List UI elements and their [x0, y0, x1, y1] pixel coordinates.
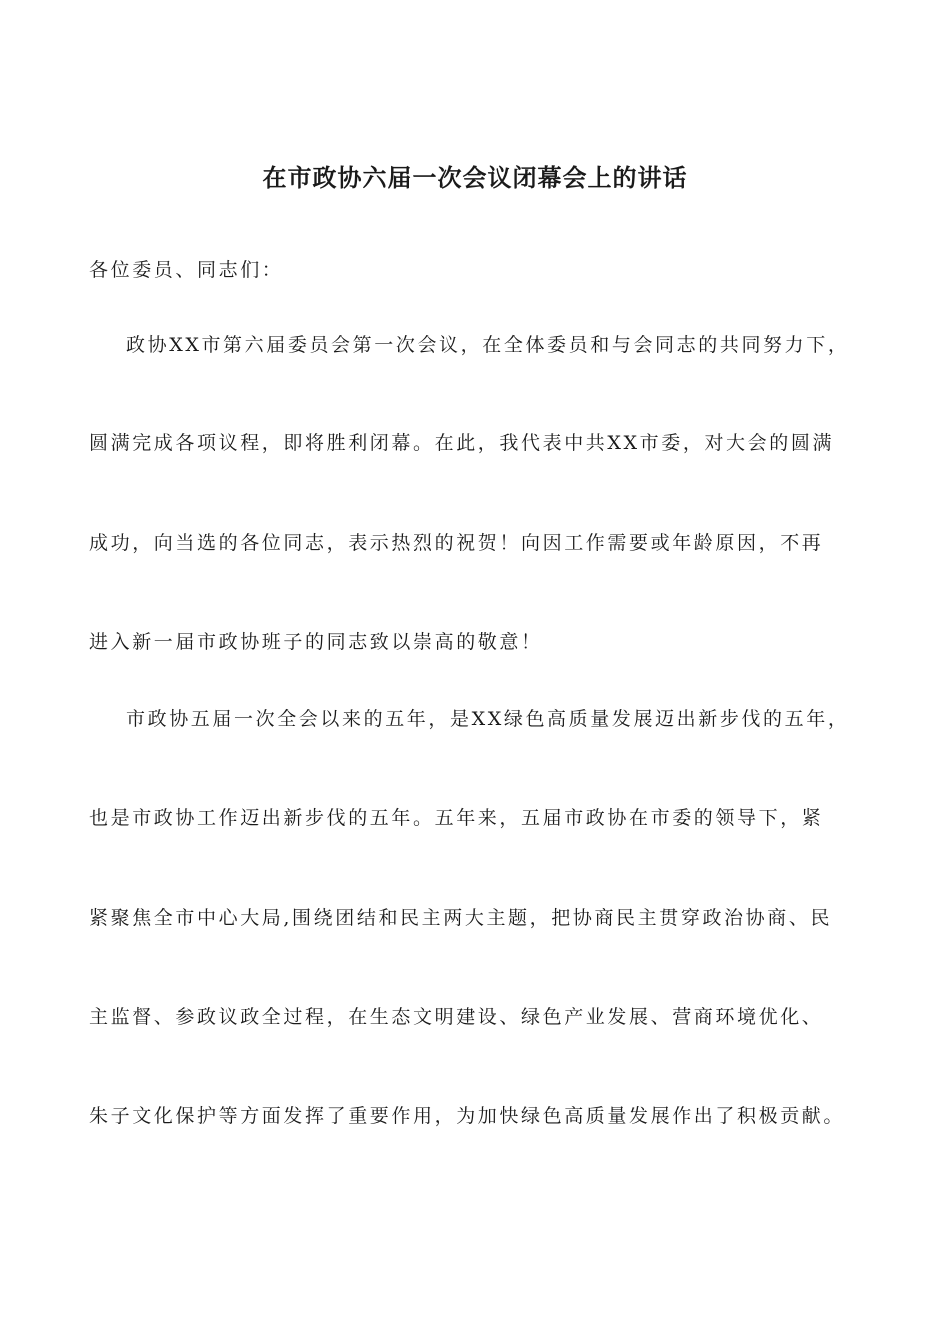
paragraph-line: 政协XX市第六届委员会第一次会议，在全体委员和与会同志的共同努力下， [126, 334, 850, 356]
paragraph-line: 圆满完成各项议程，即将胜利闭幕。在此，我代表中共XX市委，对大会的圆满 [89, 432, 835, 454]
paragraph-line: 进入新一届市政协班子的同志致以崇高的敬意！ [89, 631, 543, 653]
paragraph-line: 紧聚焦全市中心大局,围绕团结和民主两大主题，把协商民主贯穿政治协商、民 [89, 907, 833, 929]
paragraph-line: 成功，向当选的各位同志，表示热烈的祝贺！向因工作需要或年龄原因，不再 [89, 532, 824, 554]
salutation: 各位委员、同志们： [89, 259, 284, 281]
paragraph-line: 也是市政协工作迈出新步伐的五年。五年来，五届市政协在市委的领导下，紧 [89, 807, 824, 829]
paragraph-line: 主监督、参政议政全过程，在生态文明建设、绿色产业发展、营商环境优化、 [89, 1006, 824, 1028]
document-title: 在市政协六届一次会议闭幕会上的讲话 [262, 163, 688, 192]
paragraph-line: 朱子文化保护等方面发挥了重要作用，为加快绿色高质量发展作出了积极贡献。 [89, 1105, 846, 1127]
paragraph-line: 市政协五届一次全会以来的五年，是XX绿色高质量发展迈出新步伐的五年， [126, 708, 850, 730]
